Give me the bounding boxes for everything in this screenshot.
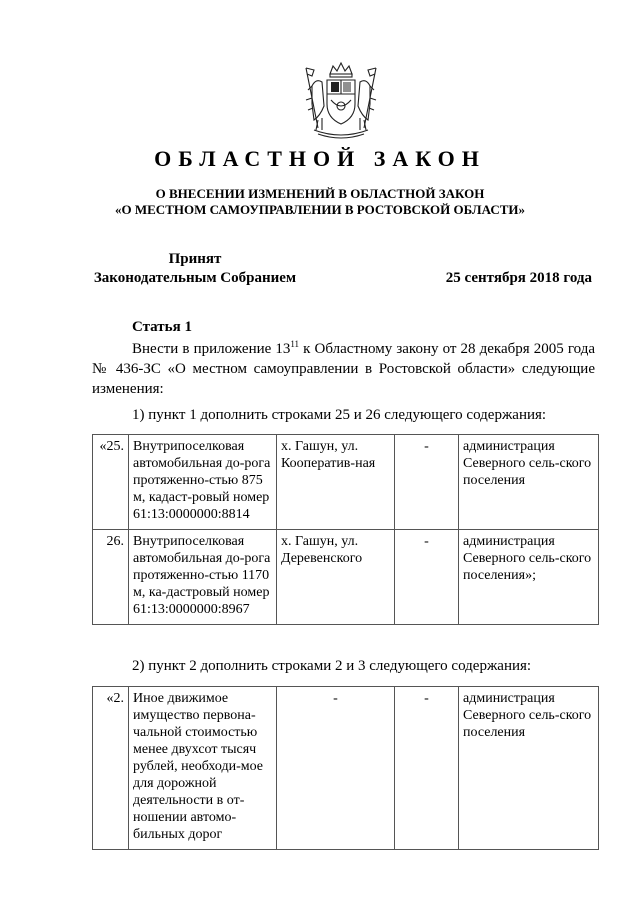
property-extra: - <box>395 687 459 850</box>
property-address: х. Гашун, ул. Кооператив-ная <box>277 435 395 530</box>
table-row <box>93 687 599 850</box>
coat-of-arms-emblem <box>300 60 382 142</box>
property-recipient: администрация Северного сель-ского поселения»; <box>459 530 599 625</box>
article-intro-part-1: Внести в приложение 13 <box>132 341 291 357</box>
amendment-table-2 <box>92 686 599 850</box>
property-name: Внутрипоселковая автомобильная до-рога протяженно-стью 1170 м, ка-дастровый номер 61:13:0000000:8967 <box>129 530 277 625</box>
article-intro-part-2: к Областному закону от 28 декабря 2005 года № 436-ЗС «О местном самоуправлении в Ростовской области» следующие изменения: <box>92 341 595 397</box>
adopted-date: 25 сентября 2018 года <box>445 270 592 286</box>
adopted-by: Законодательным Собранием <box>93 270 297 286</box>
row-number: 26. <box>93 530 129 625</box>
amendment-point-2: 2) пункт 2 дополнить строками 2 и 3 следующего содержания: <box>132 658 532 674</box>
property-extra: - <box>395 435 459 530</box>
article-heading: Статья 1 <box>132 319 192 335</box>
property-recipient: администрация Северного сель-ского поселения <box>459 435 599 530</box>
row-number: «25. <box>93 435 129 530</box>
subtitle-line-1: О ВНЕСЕНИИ ИЗМЕНЕНИЙ В ОБЛАСТНОЙ ЗАКОН <box>155 186 485 201</box>
amendment-table-1 <box>92 434 599 625</box>
property-extra: - <box>395 530 459 625</box>
property-address: - <box>277 687 395 850</box>
adopted-by-block <box>90 250 300 288</box>
table-row <box>93 435 599 530</box>
amendment-point-1: 1) пункт 1 дополнить строками 25 и 26 следующего содержания: <box>132 407 547 423</box>
adopted-label: Принят <box>168 251 222 267</box>
row-number: «2. <box>93 687 129 850</box>
property-name: Иное движимое имущество первона-чальной стоимостью менее двухсот тысяч рублей, необходи-мое для дорожной деятельности в от-ношении автомо-бильных дорог <box>129 687 277 850</box>
property-recipient: администрация Северного сель-ского поселения <box>459 687 599 850</box>
property-address: х. Гашун, ул. Деревенского <box>277 530 395 625</box>
subtitle-line-2: «О МЕСТНОМ САМОУПРАВЛЕНИИ В РОСТОВСКОЙ ОБЛАСТИ» <box>115 202 525 217</box>
table-row <box>93 530 599 625</box>
article-intro-superscript: 11 <box>290 339 300 349</box>
property-name: Внутрипоселковая автомобильная до-рога протяженно-стью 875 м, кадаст-ровый номер 61:13:0000000:8814 <box>129 435 277 530</box>
law-title: ОБЛАСТНОЙ ЗАКОН <box>154 146 486 171</box>
article-intro <box>92 339 595 399</box>
law-subtitle <box>0 186 640 218</box>
